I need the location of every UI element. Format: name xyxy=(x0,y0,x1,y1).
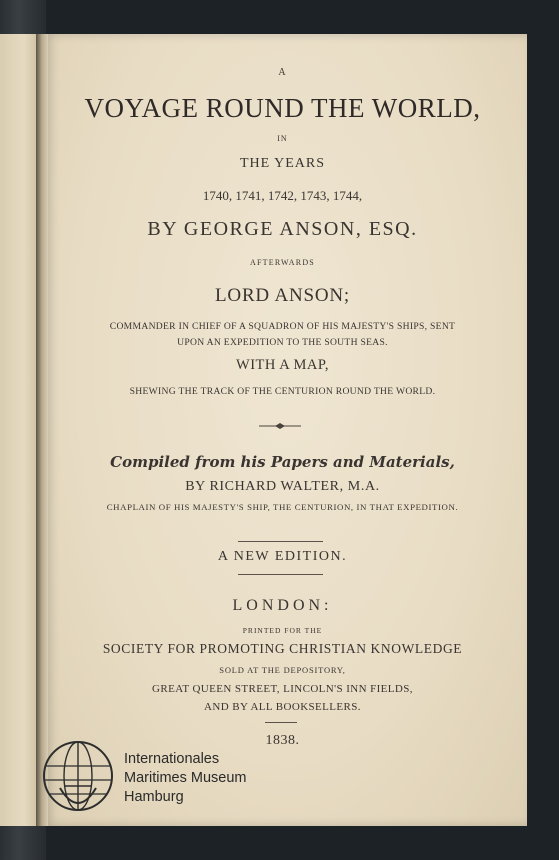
booksellers: AND BY ALL BOOKSELLERS. xyxy=(204,701,361,713)
article-a: A xyxy=(278,67,287,78)
chaplain-line: CHAPLAIN OF HIS MAJESTY'S SHIP, THE CENTURION, IN THAT EXPEDITION. xyxy=(106,502,459,512)
the-years: THE YEARS xyxy=(239,156,326,171)
afterwards: AFTERWARDS xyxy=(250,258,315,267)
walter-line: BY RICHARD WALTER, M.A. xyxy=(185,479,380,494)
new-edition: A NEW EDITION. xyxy=(217,549,348,564)
author-line: BY GEORGE ANSON, ESQ. xyxy=(147,218,418,240)
main-title: VOYAGE ROUND THE WORLD, xyxy=(84,93,481,123)
globe-ship-logo-icon xyxy=(40,738,116,818)
rule-below-edition xyxy=(238,574,323,575)
london: LONDON: xyxy=(232,597,333,614)
rule-above-year xyxy=(265,722,297,723)
years-list: 1740, 1741, 1742, 1743, 1744, xyxy=(202,188,363,203)
lord-anson: LORD ANSON; xyxy=(215,285,350,306)
society-name: SOCIETY FOR PROMOTING CHRISTIAN KNOWLEDGE xyxy=(102,641,463,656)
rule-above-edition xyxy=(238,541,323,542)
previous-page-edge xyxy=(0,34,40,826)
commander-line-2: UPON AN EXPEDITION TO THE SOUTH SEAS. xyxy=(177,337,388,348)
book-gutter xyxy=(36,34,48,826)
commander-line-1: COMMANDER IN CHIEF OF A SQUADRON OF HIS MAJESTY'S SHIPS, SENT xyxy=(109,321,456,332)
museum-name-line-2: Maritimes Museum xyxy=(124,770,247,786)
divider-ornament xyxy=(259,422,301,430)
publication-year: 1838. xyxy=(265,733,300,748)
street-address: GREAT QUEEN STREET, LINCOLN'S INN FIELDS, xyxy=(152,683,413,695)
with-map: WITH A MAP, xyxy=(236,357,329,373)
compiled-line: Compiled from his Papers and Materials, xyxy=(110,453,455,471)
in-word: IN xyxy=(277,134,288,143)
museum-name-line-3: Hamburg xyxy=(124,789,184,805)
shewing-track: SHEWING THE TRACK OF THE CENTURION ROUND THE WORLD. xyxy=(129,386,436,397)
museum-name-line-1: Internationales xyxy=(124,751,220,767)
sold-at: SOLD AT THE DEPOSITORY, xyxy=(219,665,346,675)
printed-for: PRINTED FOR THE xyxy=(242,626,323,635)
